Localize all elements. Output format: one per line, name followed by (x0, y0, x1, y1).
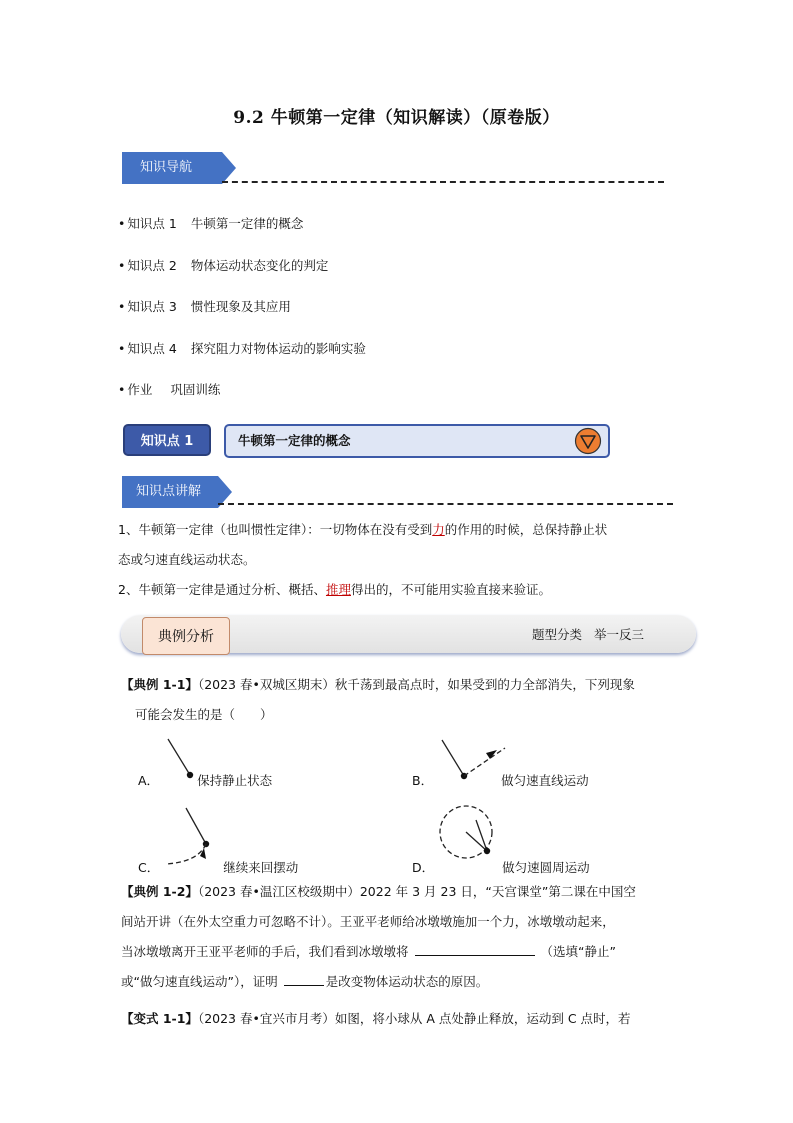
nav-item-homework[interactable]: • 作业 巩固训练 (118, 382, 221, 397)
option-d-figure (436, 798, 500, 866)
example-tag: 典例分析 (142, 617, 230, 655)
question-tag: 【典例 1-2】 (121, 884, 198, 899)
nav-banner-label: 知识导航 (140, 160, 193, 175)
kp-tag: 知识点 1 (123, 424, 211, 456)
nav-banner (122, 152, 238, 184)
option-a[interactable]: A． 保持静止状态 (138, 773, 273, 788)
option-c[interactable]: C． 继续来回摆动 (138, 860, 299, 875)
option-d[interactable]: D． 做匀速圆周运动 (412, 860, 590, 875)
kp-title-box (224, 424, 610, 458)
nav-item-4[interactable]: • 知识点 4 探究阻力对物体运动的影响实验 (118, 341, 366, 356)
explain-banner-label: 知识点讲解 (136, 484, 202, 499)
question-tag: 【典例 1-1】 (121, 677, 198, 692)
answer-blank-2[interactable] (284, 971, 324, 986)
keyword-force: 力 (432, 522, 445, 537)
question-tag: 【变式 1-1】 (121, 1011, 198, 1026)
point-2: 2、牛顿第一定律是通过分析、概括、推理得出的，不可能用实验直接来验证。 (118, 582, 551, 597)
divider (222, 181, 664, 183)
point-1: 1、牛顿第一定律（也叫惯性定律）：一切物体在没有受到力的作用的时候，总保持静止状 态或匀速直线运动状态。 (118, 522, 608, 567)
nav-item-2[interactable]: • 知识点 2 物体运动状态变化的判定 (118, 258, 329, 273)
variant-1-1: 【变式 1-1】（2023 春•宜兴市月考）如图，将小球从 A 点处静止释放，运动到 C 点时，若 (121, 1011, 631, 1026)
divider (218, 503, 673, 505)
answer-blank-1[interactable] (415, 941, 535, 956)
nav-item-3[interactable]: • 知识点 3 惯性现象及其应用 (118, 299, 291, 314)
page-title: 9.2 牛顿第一定律（知识解读）（原卷版） (233, 108, 560, 128)
nav-item-1[interactable]: • 知识点 1 牛顿第一定律的概念 (118, 216, 304, 231)
option-b[interactable]: B． 做匀速直线运动 (412, 773, 589, 788)
question-1-1: 【典例 1-1】（2023 春•双城区期末）秋千荡到最高点时，如果受到的力全部消失，下列现象 可能会发生的是（ ） (121, 677, 635, 722)
example-categories: 题型分类 举一反三 (532, 627, 645, 642)
question-1-2: 【典例 1-2】（2023 春•温江区校级期中）2022 年 3 月 23 日，“天宫课堂”第二课在中国空 间站开讲（在外太空重力可忽略不计）。王亚平老师给冰墩墩施加一个力，冰墩墩动起来， 当冰墩墩离开王亚平老师的手后，我们看到冰墩墩将 （选填“静止” 或“做匀速直线运动”），证明 是改变物体运动状态的原因。 (121, 884, 636, 989)
kp-title: 牛顿第一定律的概念 (238, 433, 351, 448)
dropdown-arrow-icon[interactable] (574, 427, 602, 455)
keyword-reasoning: 推理 (325, 582, 351, 597)
